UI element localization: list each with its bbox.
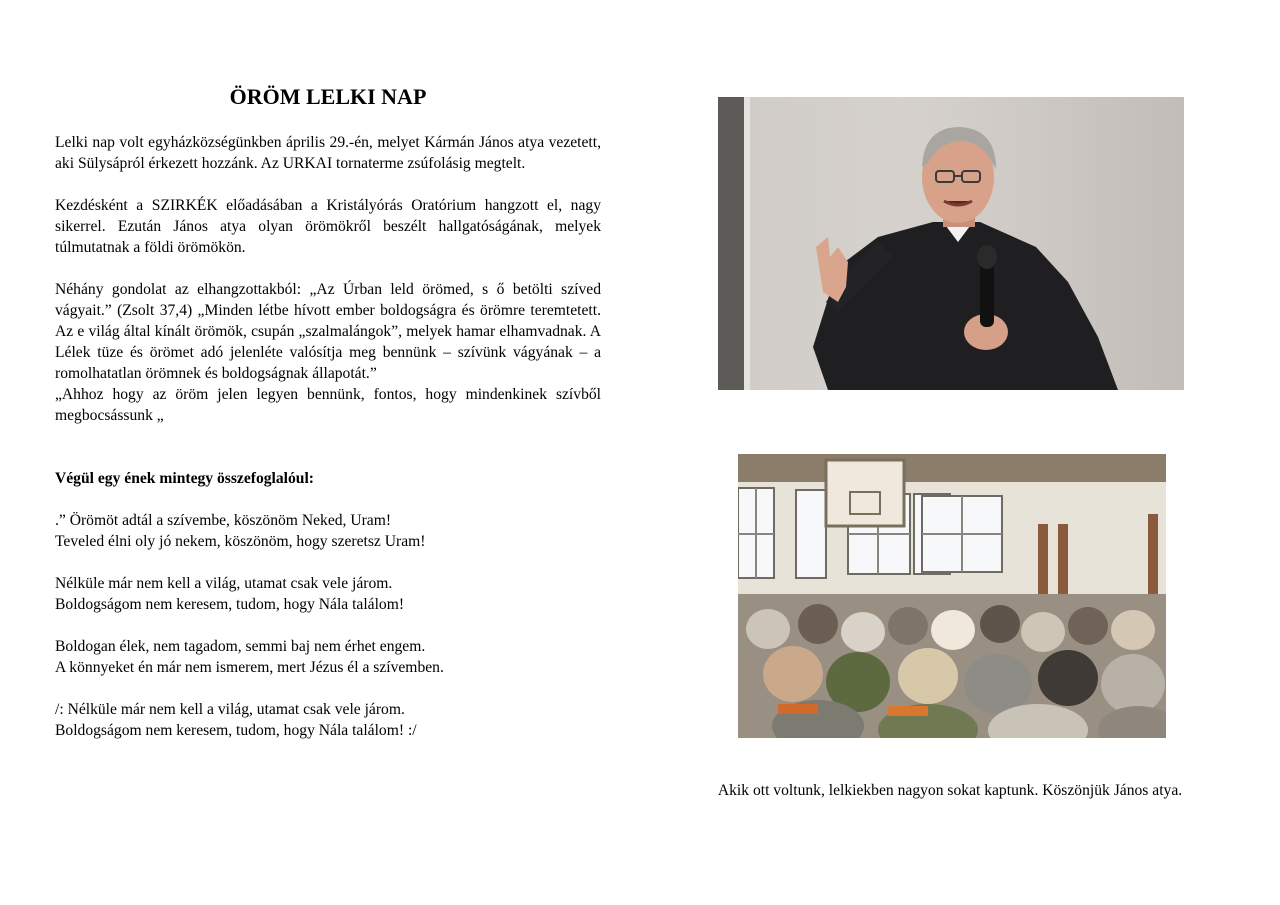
verse-line: Boldogságom nem keresem, tudom, hogy Nála találom! :/ xyxy=(55,722,417,739)
verse-1 xyxy=(55,510,601,552)
verse-line: Nélküle már nem kell a világ, utamat csak vele járom. xyxy=(55,575,393,592)
hall-photo xyxy=(738,454,1166,738)
verse-3 xyxy=(55,636,601,678)
paragraph-opening: Kezdésként a SZIRKÉK előadásában a Kristályórás Oratórium hangzott el, nagy sikerrel. Ezután János atya olyan örömökről beszélt hallgatóságának, melyek túlmutatnak a földi örömökön. xyxy=(55,197,601,256)
verse-line: Boldogságom nem keresem, tudom, hogy Nála találom! xyxy=(55,596,405,613)
paragraph-quotes: Néhány gondolat az elhangzottakból: „Az Úrban leld örömed, s ő betölti szíved vágyait.” (Zsolt 37,4) „Minden létbe hívott ember boldogságra és örömre teremtetett. Az e világ által kínált örömök, csupán „szalmalángok”, melyek hamar elhamvadnak. A Lélek tüze és örömet adó jelenléte valósítja meg bennünk – szívünk vágyának – a romolhatatlan örömnek és boldogságnak állapotát.” xyxy=(55,281,601,382)
verse-line: Teveled élni oly jó nekem, köszönöm, hogy szeretsz Uram! xyxy=(55,533,426,550)
article-column xyxy=(55,82,601,762)
paragraph-intro: Lelki nap volt egyházközségünkben április 29.-én, melyet Kármán János atya vezetett, aki Sülysápról érkezett hozzánk. Az URKAI tornaterme zsúfolásig megtelt. xyxy=(55,134,601,172)
paragraph-forgiveness: „Ahhoz hogy az öröm jelen legyen bennünk, fontos, hogy mindenkinek szívből megbocsássunk „ xyxy=(55,386,601,424)
page-title: ÖRÖM LELKI NAP xyxy=(229,84,427,109)
verse-line: /: Nélküle már nem kell a világ, utamat csak vele járom. xyxy=(55,701,405,718)
photo-caption: Akik ott voltunk, lelkiekben nagyon sokat kaptunk. Köszönjük János atya. xyxy=(717,782,1183,799)
verse-4 xyxy=(55,699,601,741)
verse-2 xyxy=(55,573,601,615)
verse-line: A könnyeket én már nem ismerem, mert Jézus él a szívemben. xyxy=(55,659,444,676)
verse-line: Boldogan élek, nem tagadom, semmi baj nem érhet engem. xyxy=(55,638,426,655)
song-heading: Végül egy ének mintegy összefoglalóul: xyxy=(55,470,315,487)
priest-photo xyxy=(718,97,1184,390)
verse-line: .” Örömöt adtál a szívembe, köszönöm Neked, Uram! xyxy=(55,512,392,529)
